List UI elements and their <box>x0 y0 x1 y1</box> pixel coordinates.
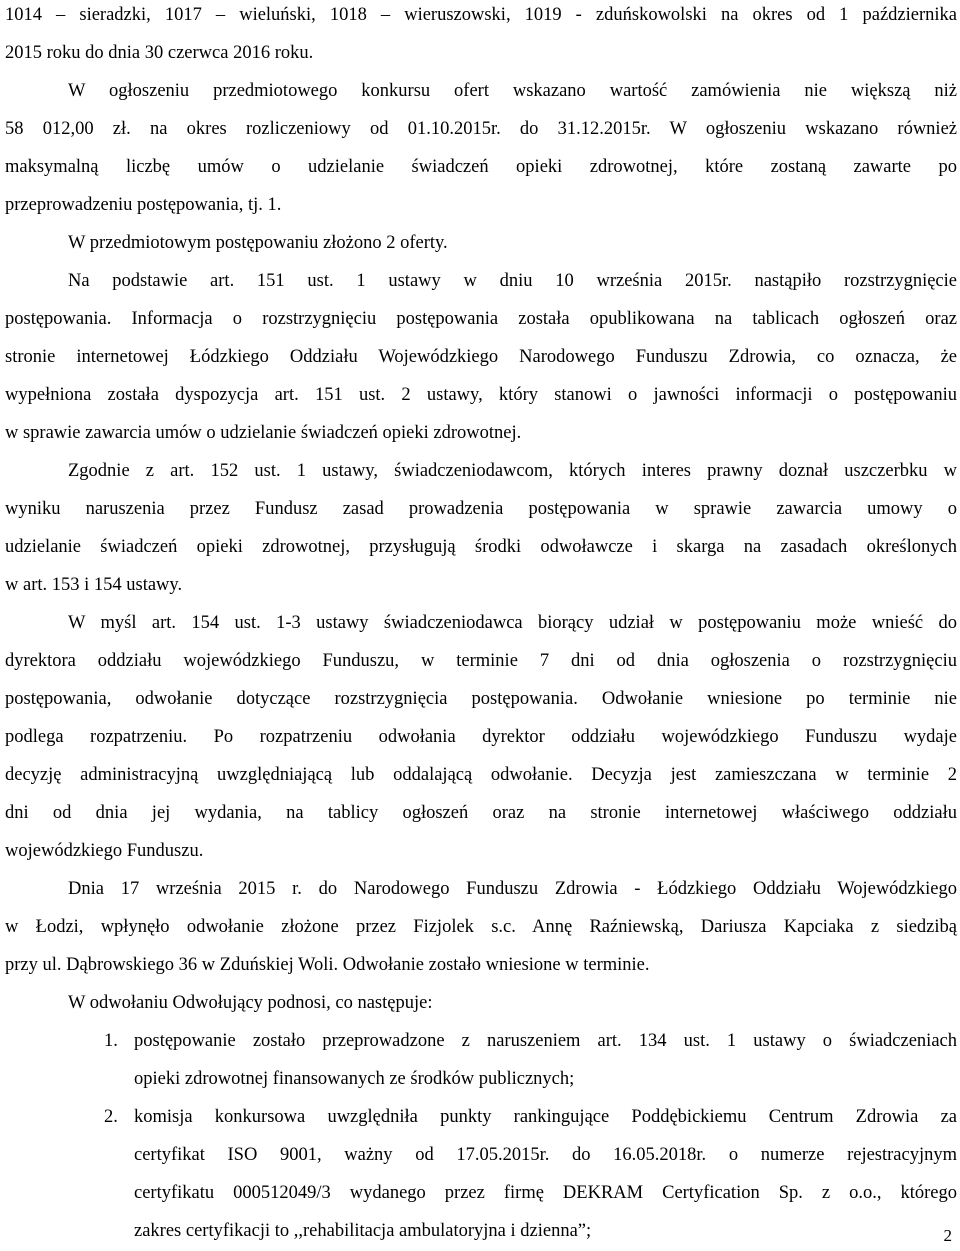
text-line: W odwołaniu Odwołujący podnosi, co następuje: <box>68 993 433 1013</box>
list-item-line: komisja konkursowa uwzględniła punkty rankingujące Poddębickiemu Centrum Zdrowia za <box>134 1107 957 1127</box>
page-number: 2 <box>943 1226 952 1245</box>
text-line: wojewódzkiego Funduszu. <box>5 841 204 861</box>
text-line: 1014 – sieradzki, 1017 – wieluński, 1018 – wieruszowski, 1019 - zduńskowolski na okres od 1 października <box>5 5 957 25</box>
text-line: Na podstawie art. 151 ust. 1 ustawy w dniu 10 września 2015r. nastąpiło rozstrzygnięcie <box>68 271 957 291</box>
text-line: stronie internetowej Łódzkiego Oddziału Wojewódzkiego Narodowego Funduszu Zdrowia, co oznacza, że <box>5 347 957 367</box>
text-line: podlega rozpatrzeniu. Po rozpatrzeniu odwołania dyrektor oddziału wojewódzkiego Funduszu wydaje <box>5 727 957 747</box>
text-line: wypełniona została dyspozycja art. 151 ust. 2 ustawy, który stanowi o jawności informacji o postępowaniu <box>5 385 957 405</box>
text-line: maksymalną liczbę umów o udzielanie świadczeń opieki zdrowotnej, które zostaną zawarte po <box>5 157 957 177</box>
text-line: W myśl art. 154 ust. 1-3 ustawy świadczeniodawca biorący udział w postępowaniu może wnieść do <box>68 613 957 633</box>
text-line: decyzję administracyjną uwzględniającą lub oddalającą odwołanie. Decyzja jest zamieszczana w terminie 2 <box>5 765 957 785</box>
text-line: wyniku naruszenia przez Fundusz zasad prowadzenia postępowania w sprawie zawarcia umowy o <box>5 499 957 519</box>
text-line: 58 012,00 zł. na okres rozliczeniowy od 01.10.2015r. do 31.12.2015r. W ogłoszeniu wskazano również <box>5 119 957 139</box>
list-item-line: certyfikat ISO 9001, ważny od 17.05.2015r. do 16.05.2018r. o numerze rejestracyjnym <box>134 1145 957 1165</box>
list-item-line: zakres certyfikacji to ,,rehabilitacja ambulatoryjna i dzienna”; <box>134 1221 592 1241</box>
text-line: postępowania, odwołanie dotyczące rozstrzygnięcia postępowania. Odwołanie wniesione po terminie nie <box>5 689 957 709</box>
text-line: dni od dnia jej wydania, na tablicy ogłoszeń oraz na stronie internetowej właściwego oddziału <box>5 803 957 823</box>
text-line: w Łodzi, wpłynęło odwołanie złożone przez Fizjolek s.c. Annę Raźniewską, Dariusza Kapciaka z siedzibą <box>5 917 957 937</box>
list-item-number: 2. <box>104 1107 118 1127</box>
text-line: W ogłoszeniu przedmiotowego konkursu ofert wskazano wartość zamówienia nie większą niż <box>68 81 957 101</box>
text-line: w sprawie zawarcia umów o udzielanie świadczeń opieki zdrowotnej. <box>5 423 522 443</box>
text-line: przy ul. Dąbrowskiego 36 w Zduńskiej Woli. Odwołanie zostało wniesione w terminie. <box>5 955 650 975</box>
list-item-line: postępowanie zostało przeprowadzone z naruszeniem art. 134 ust. 1 ustawy o świadczeniach <box>134 1031 957 1051</box>
list-item-number: 1. <box>104 1031 118 1051</box>
text-line: dyrektora oddziału wojewódzkiego Funduszu, w terminie 7 dni od dnia ogłoszenia o rozstrzygnięciu <box>5 651 957 671</box>
text-line: udzielanie świadczeń opieki zdrowotnej, przysługują środki odwoławcze i skarga na zasadach określonych <box>5 537 957 557</box>
text-line: Dnia 17 września 2015 r. do Narodowego Funduszu Zdrowia - Łódzkiego Oddziału Wojewódzkiego <box>68 879 957 899</box>
text-line: w art. 153 i 154 ustawy. <box>5 575 183 595</box>
text-line: 2015 roku do dnia 30 czerwca 2016 roku. <box>5 43 314 63</box>
list-item-line: certyfikatu 000512049/3 wydanego przez firmę DEKRAM Certyfication Sp. z o.o., którego <box>134 1183 957 1203</box>
text-line: postępowania. Informacja o rozstrzygnięciu postępowania została opublikowana na tablicach ogłoszeń oraz <box>5 309 957 329</box>
text-line: W przedmiotowym postępowaniu złożono 2 oferty. <box>68 233 448 253</box>
list-item-line: opieki zdrowotnej finansowanych ze środków publicznych; <box>134 1069 575 1089</box>
text-line: Zgodnie z art. 152 ust. 1 ustawy, świadczeniodawcom, których interes prawny doznał uszczerbku w <box>68 461 957 481</box>
text-line: przeprowadzeniu postępowania, tj. 1. <box>5 195 282 215</box>
